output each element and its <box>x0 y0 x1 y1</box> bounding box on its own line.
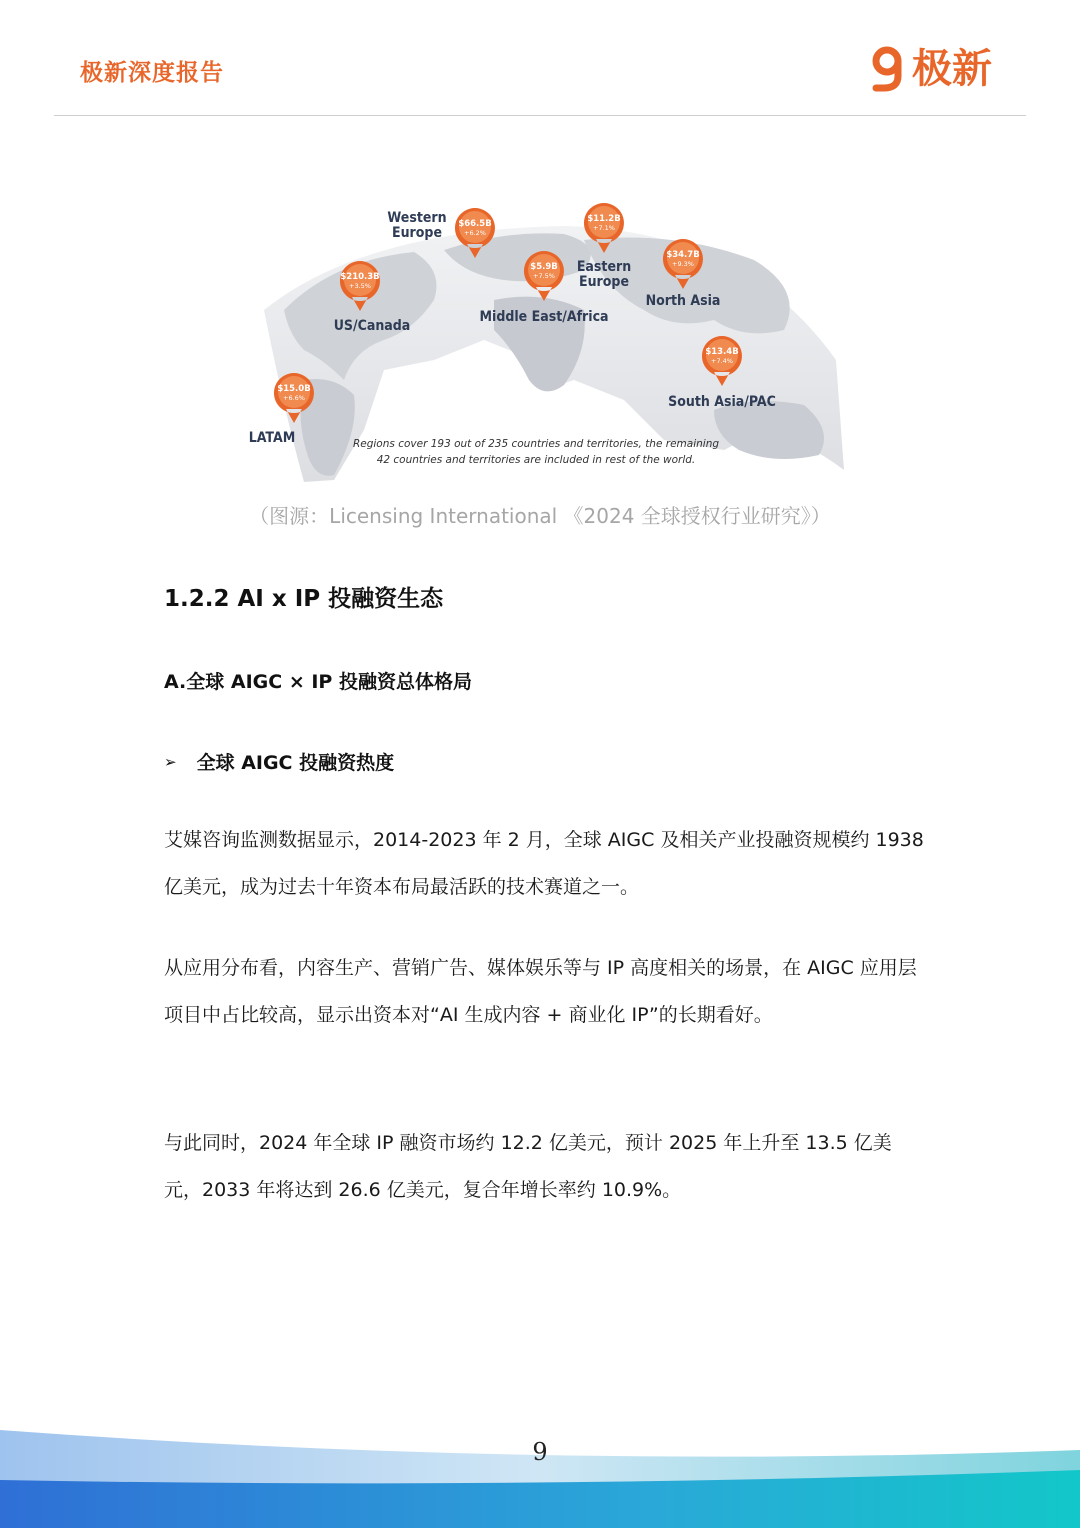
region-label-latam: LATAM <box>248 430 296 446</box>
region-label-eastern-europe-line1: Eastern <box>576 259 632 275</box>
brand-logo <box>870 46 992 92</box>
subsection-heading: A.全球 AIGC × IP 投融资总体格局 <box>164 671 472 693</box>
bullet-heading-text: 全球 AIGC 投融资热度 <box>196 752 395 774</box>
paragraph-application-distribution: 从应用分布看，内容生产、营销广告、媒体娱乐等与 IP 高度相关的场景，在 AIGC 应用层项目中占比较高，显示出资本对“AI 生成内容 + 商业化 IP”的长期看好。 <box>164 957 917 1026</box>
region-label-north-asia: North Asia <box>645 293 721 309</box>
pin-growth: +7.5% <box>533 272 555 280</box>
world-map-graphic <box>244 190 844 490</box>
brand-logo-text: 极新 <box>912 46 992 92</box>
pin-value: $34.7B <box>666 250 700 260</box>
brand-logo-icon <box>870 46 906 92</box>
pin-growth: +3.5% <box>349 282 371 290</box>
pin-value: $11.2B <box>587 214 621 224</box>
region-label-middle-east-africa: Middle East/Africa <box>479 309 609 325</box>
figure-caption: （图源：Licensing International 《2024 全球授权行业研究》） <box>249 504 831 528</box>
region-label-western-europe-line1: Western <box>387 210 447 226</box>
region-label-us-canada: US/Canada <box>333 318 411 334</box>
pin-growth: +7.1% <box>593 224 615 232</box>
map-note-line2: 42 countries and territories are included in rest of the world. <box>376 454 696 466</box>
header-divider <box>54 115 1026 116</box>
report-series-title: 极新深度报告 <box>80 59 224 86</box>
bullet-heading <box>164 748 394 775</box>
pin-growth: +9.3% <box>672 260 694 268</box>
page-number: 9 <box>532 1438 548 1466</box>
pin-growth: +6.6% <box>283 394 305 402</box>
footer-decoration <box>0 1420 1080 1528</box>
paragraph-aigc-investment: 艾媒咨询监测数据显示，2014-2023 年 2 月，全球 AIGC 及相关产业投融资规模约 1938 亿美元，成为过去十年资本布局最活跃的技术赛道之一。 <box>164 829 924 898</box>
pin-value: $15.0B <box>277 384 311 394</box>
region-label-western-europe-line2: Europe <box>391 225 443 241</box>
arrow-bullet-icon: ➢ <box>164 752 177 771</box>
licensing-world-map <box>244 190 844 490</box>
pin-value: $66.5B <box>458 219 492 229</box>
pin-value: $210.3B <box>340 272 380 282</box>
paragraph-ip-financing-market: 与此同时，2024 年全球 IP 融资市场约 12.2 亿美元，预计 2025 年上升至 13.5 亿美元，2033 年将达到 26.6 亿美元，复合年增长率约 10.9%。 <box>164 1132 892 1201</box>
pin-value: $5.9B <box>530 262 558 272</box>
pin-growth: +6.2% <box>464 229 486 237</box>
map-note-line1: Regions cover 193 out of 235 countries and territories, the remaining <box>352 438 720 450</box>
region-label-south-asia-pac: South Asia/PAC <box>668 394 776 410</box>
section-heading: 1.2.2 AI x IP 投融资生态 <box>164 586 444 612</box>
pin-growth: +7.4% <box>711 357 733 365</box>
pin-value: $13.4B <box>705 347 739 357</box>
region-label-eastern-europe-line2: Europe <box>578 274 630 290</box>
